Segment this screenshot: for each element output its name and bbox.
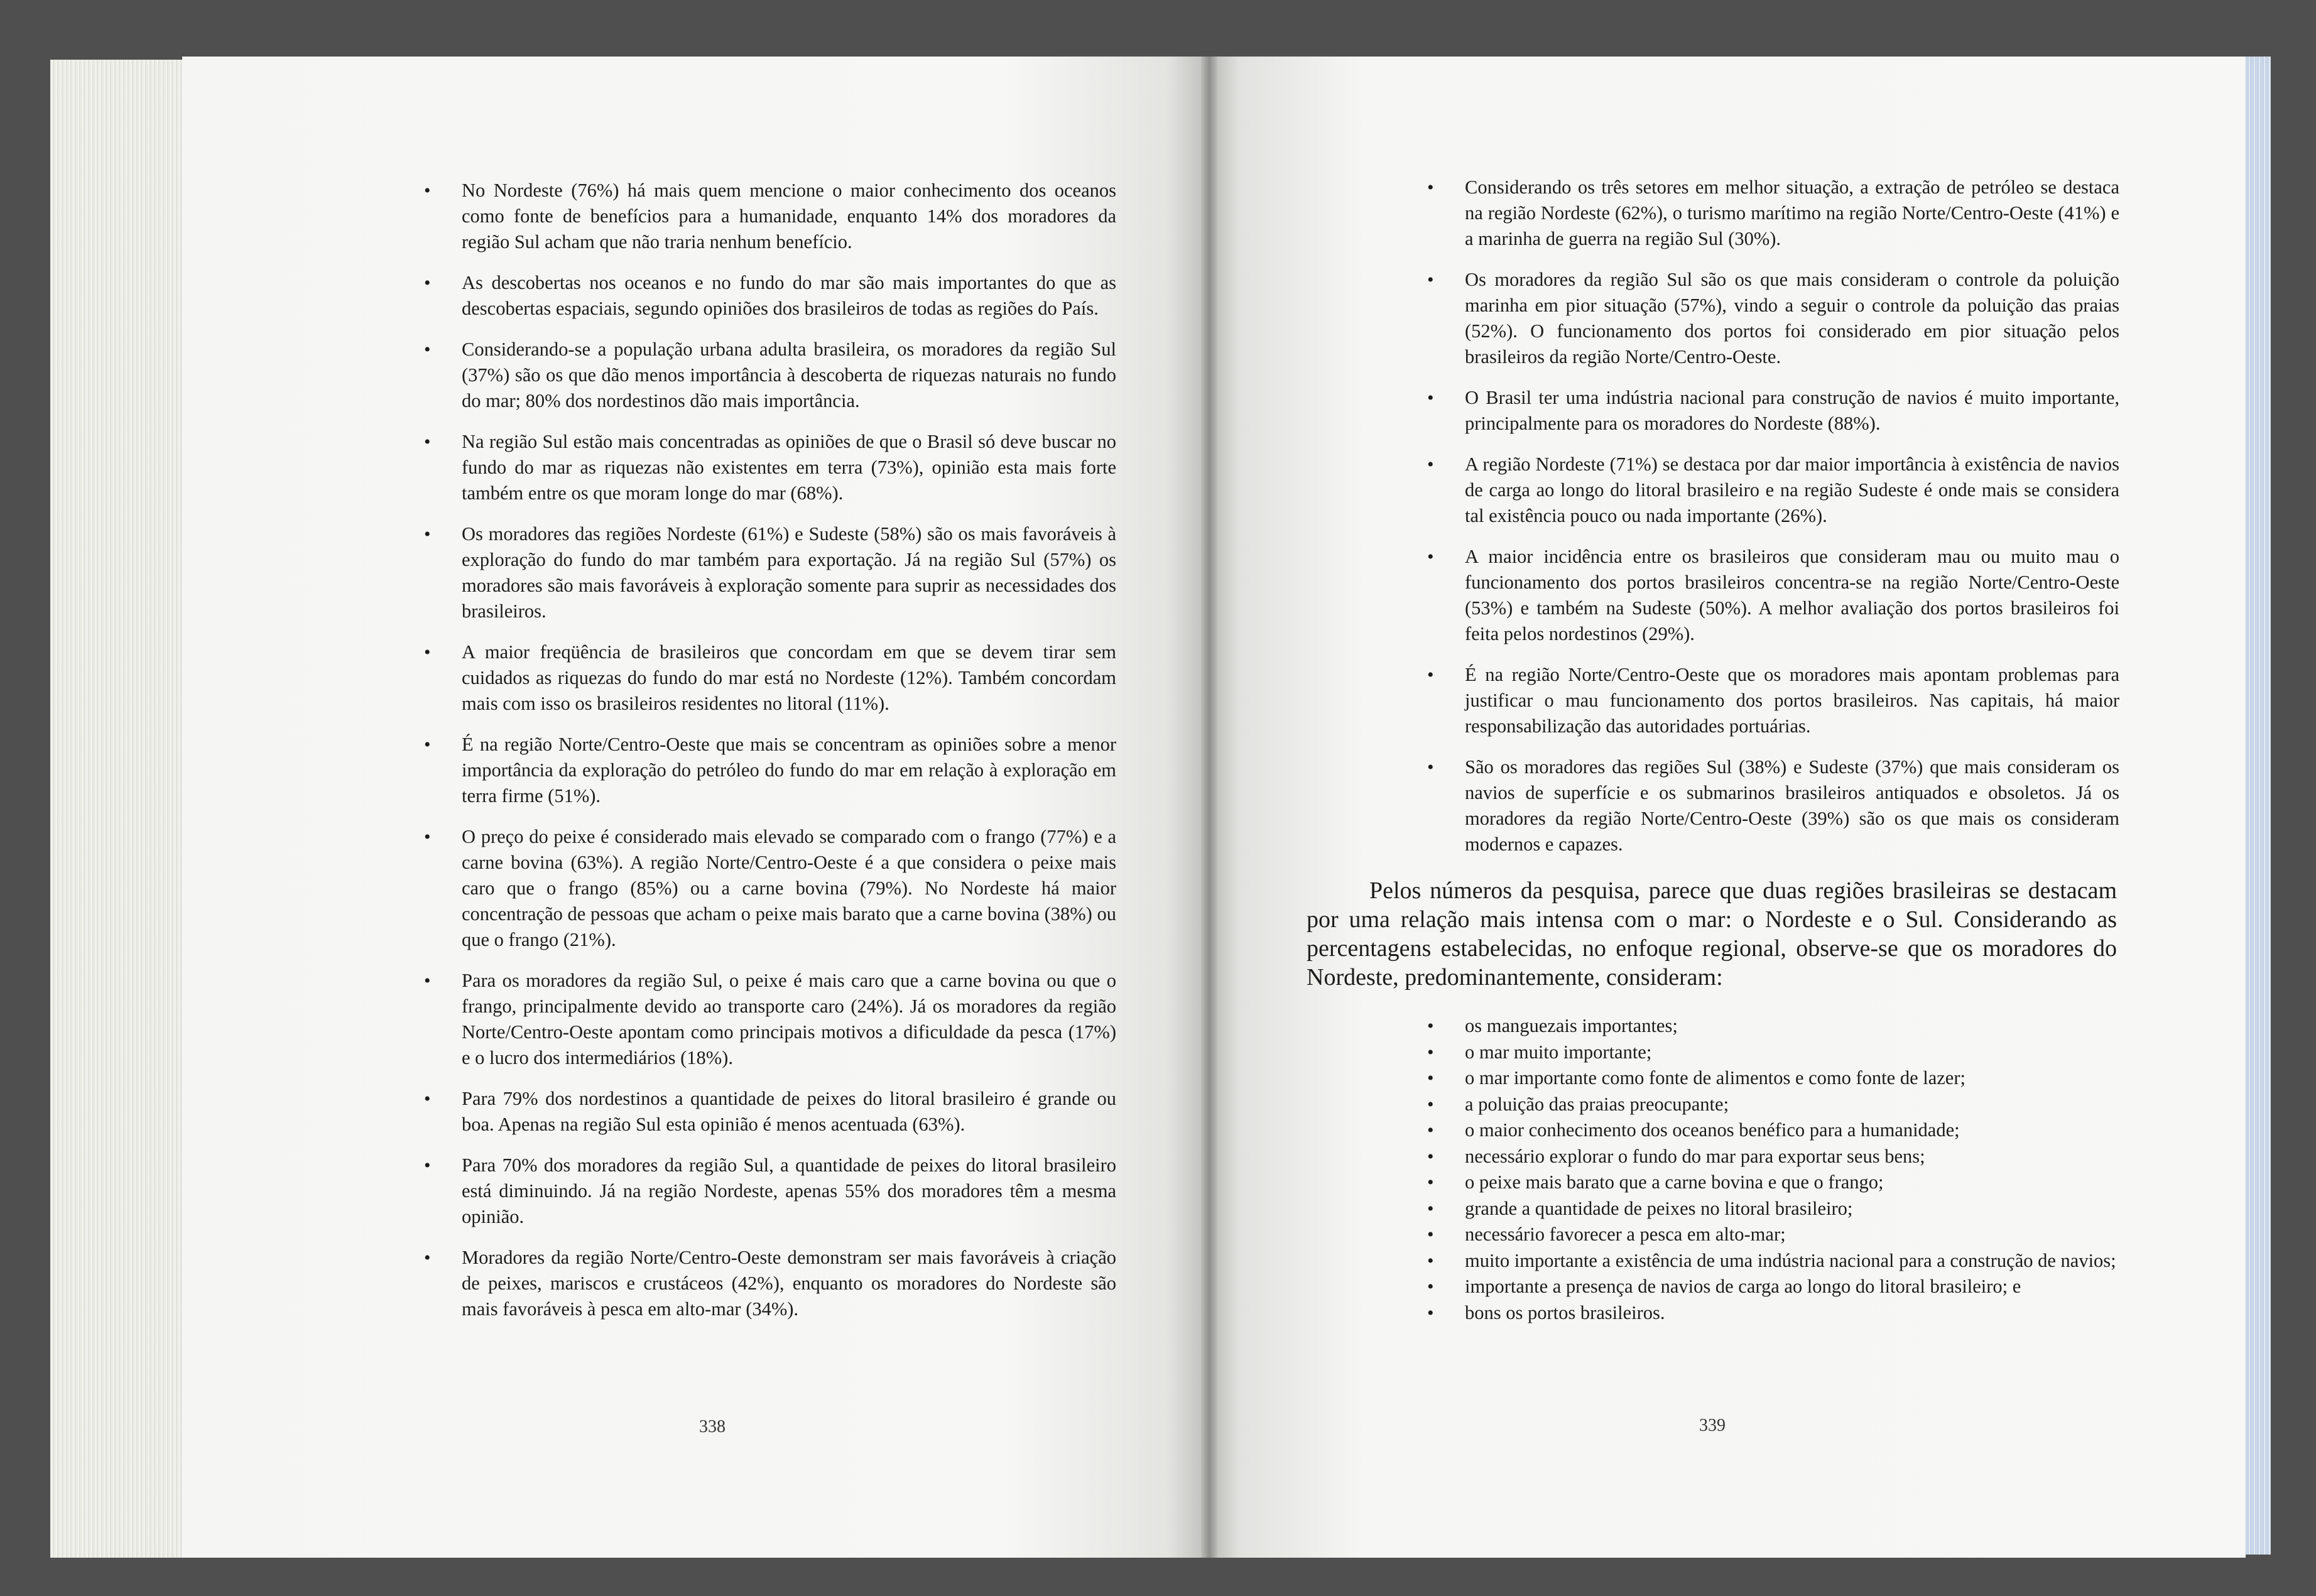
list-item: • No Nordeste (76%) há mais quem mencione o maior conhecimento dos oceanos como fonte de benefícios para a humanidade, enquanto 14% dos moradores da região Sul acham que não traria nenhum benefício. xyxy=(462,178,1116,255)
book-gutter xyxy=(1201,57,1217,1558)
list-item: • Considerando os três setores em melhor situação, a extração de petróleo se destaca na região Nordeste (62%), o turismo marítimo na região Norte/Centro-Oeste (41%) e a marinha de guerra na região Sul (30%). xyxy=(1465,175,2119,252)
bullet-icon: • xyxy=(424,970,431,991)
list-item: • São os moradores das regiões Sul (38%) e Sudeste (37%) que mais consideram os navios de superfície e os submarinos brasileiros antiquados e obsoletos. Já os moradores da região Norte/Centro-Oeste (39%) são os que mais os consideram modernos e capazes. xyxy=(1465,754,2119,857)
bullet-icon: • xyxy=(1427,1041,1434,1063)
bullet-icon: • xyxy=(1427,546,1434,567)
list-item: • Na região Sul estão mais concentradas as opiniões de que o Brasil só deve buscar no fundo do mar as riquezas não existentes em terra (73%), opinião esta mais forte também entre os que moram longe do mar (68%). xyxy=(462,429,1116,506)
list-item: • o peixe mais barato que a carne bovina e que o frango; xyxy=(1465,1170,2124,1196)
bullet-icon: • xyxy=(1427,1250,1434,1271)
list-item: • bons os portos brasileiros. xyxy=(1465,1300,2124,1327)
bullet-icon: • xyxy=(1427,665,1434,685)
bullet-icon: • xyxy=(424,524,431,545)
list-item: • Considerando-se a população urbana adulta brasileira, os moradores da região Sul (37%) são os que dão menos importância à descoberta de riquezas naturais no fundo do mar; 80% dos nordestinos dão mais importância. xyxy=(462,337,1116,414)
bullet-icon: • xyxy=(1427,1016,1434,1036)
bullet-icon: • xyxy=(1427,1198,1434,1219)
page-stack-left xyxy=(50,60,195,1558)
list-item: • necessário favorecer a pesca em alto-mar; xyxy=(1465,1222,2124,1248)
bullet-icon: • xyxy=(424,734,431,755)
list-item: • necessário explorar o fundo do mar para exportar seus bens; xyxy=(1465,1144,2124,1170)
list-item: • As descobertas nos oceanos e no fundo do mar são mais importantes do que as descobertas espaciais, segundo opiniões dos brasileiros de todas as regiões do País. xyxy=(462,270,1116,322)
bullet-icon: • xyxy=(1427,757,1434,778)
bullet-icon: • xyxy=(424,273,431,293)
page-number-left: 338 xyxy=(699,1417,726,1436)
list-item: • o mar muito importante; xyxy=(1465,1040,2124,1066)
bullet-icon: • xyxy=(1427,1302,1434,1323)
list-item: • os manguezais importantes; xyxy=(1465,1013,2124,1040)
list-item: • Para 79% dos nordestinos a quantidade de peixes do litoral brasileiro é grande ou boa. Apenas na região Sul esta opinião é menos acentuada (63%). xyxy=(462,1086,1116,1137)
right-page-bullet-list xyxy=(1427,175,2119,872)
list-item: • O preço do peixe é considerado mais elevado se comparado com o frango (77%) e a carne bovina (63%). A região Norte/Centro-Oeste é a que considera o peixe mais caro que o frango (85%) ou a carne bovina (79%). No Nordeste há maior concentração de pessoas que acham o peixe mais barato que a carne bovina (38%) ou que o frango (21%). xyxy=(462,824,1116,953)
left-page-bullet-list xyxy=(424,178,1116,1337)
bullet-icon: • xyxy=(1427,177,1434,198)
list-item: • É na região Norte/Centro-Oeste que os moradores mais apontam problemas para justificar o mau funcionamento dos portos brasileiros. Nas capitais, há maior responsabilização das autoridades portuárias. xyxy=(1465,662,2119,739)
bullet-icon: • xyxy=(1427,454,1434,475)
bullet-icon: • xyxy=(1427,1146,1434,1167)
bullet-icon: • xyxy=(424,827,431,847)
list-item: • a poluição das praias preocupante; xyxy=(1465,1092,2124,1118)
list-item: • A maior freqüência de brasileiros que concordam em que se devem tirar sem cuidados as riquezas do fundo do mar está no Nordeste (12%). Também concordam mais com isso os brasileiros residentes no litoral (11%). xyxy=(462,639,1116,717)
list-item: • Os moradores das regiões Nordeste (61%) e Sudeste (58%) são os mais favoráveis à exploração do fundo do mar também para exportação. Já na região Sul (57%) os moradores são mais favoráveis à exploração somente para suprir as necessidades dos brasileiros. xyxy=(462,521,1116,624)
list-item: • Para os moradores da região Sul, o peixe é mais caro que a carne bovina ou que o frango, principalmente devido ao transporte caro (24%). Já os moradores da região Norte/Centro-Oeste apontam como principais motivos a dificuldade da pesca (17%) e o lucro dos intermediários (18%). xyxy=(462,968,1116,1071)
bullet-icon: • xyxy=(1427,388,1434,408)
bullet-icon: • xyxy=(424,1155,431,1176)
list-item: • O Brasil ter uma indústria nacional para construção de navios é muito importante, principalmente para os moradores do Nordeste (88%). xyxy=(1465,385,2119,437)
summary-paragraph: Pelos números da pesquisa, parece que duas regiões brasileiras se destacam por uma relação mais intensa com o mar: o Nordeste e o Sul. Considerando as percentagens estabelecidas, no enfoque regional, observe-se que os moradores do Nordeste, predominantemente, consideram: xyxy=(1307,877,2117,991)
bullet-icon: • xyxy=(424,339,431,360)
bullet-icon: • xyxy=(424,432,431,452)
list-item: • Para 70% dos moradores da região Sul, a quantidade de peixes do litoral brasileiro está diminuindo. Já na região Nordeste, apenas 55% dos moradores têm a mesma opinião. xyxy=(462,1153,1116,1230)
nordeste-considerations-list xyxy=(1427,1013,2124,1326)
bullet-icon: • xyxy=(424,1088,431,1109)
list-item: • É na região Norte/Centro-Oeste que mais se concentram as opiniões sobre a menor importância da exploração do petróleo do fundo do mar em relação à exploração em terra firme (51%). xyxy=(462,732,1116,809)
list-item: • Moradores da região Norte/Centro-Oeste demonstram ser mais favoráveis à criação de peixes, mariscos e crustáceos (42%), enquanto os moradores do Nordeste são mais favoráveis à pesca em alto-mar (34%). xyxy=(462,1245,1116,1322)
bullet-icon: • xyxy=(1427,269,1434,290)
list-item: • A maior incidência entre os brasileiros que consideram mau ou muito mau o funcionamento dos portos brasileiros concentra-se na região Norte/Centro-Oeste (53%) e também na Sudeste (50%). A melhor avaliação dos portos brasileiros foi feita pelos nordestinos (29%). xyxy=(1465,544,2119,647)
bullet-icon: • xyxy=(1427,1276,1434,1297)
list-item: • A região Nordeste (71%) se destaca por dar maior importância à existência de navios de carga ao longo do litoral brasileiro e na região Sudeste é onde mais se considera tal existência pouco ou nada importante (26%). xyxy=(1465,452,2119,529)
bullet-icon: • xyxy=(1427,1172,1434,1193)
list-item: • Os moradores da região Sul são os que mais consideram o controle da poluição marinha em pior situação (57%), vindo a seguir o controle da poluição das praias (52%). O funcionamento dos portos foi considerado em pior situação pelos brasileiros da região Norte/Centro-Oeste. xyxy=(1465,267,2119,370)
list-item: • grande a quantidade de peixes no litoral brasileiro; xyxy=(1465,1196,2124,1222)
bullet-icon: • xyxy=(424,1247,431,1268)
bullet-icon: • xyxy=(1427,1094,1434,1115)
bullet-icon: • xyxy=(1427,1120,1434,1141)
bullet-icon: • xyxy=(1427,1068,1434,1088)
list-item: • o mar importante como fonte de alimentos e como fonte de lazer; xyxy=(1465,1065,2124,1092)
bullet-icon: • xyxy=(1427,1224,1434,1245)
bullet-icon: • xyxy=(424,180,431,201)
bullet-icon: • xyxy=(424,642,431,663)
list-item: • importante a presença de navios de carga ao longo do litoral brasileiro; e xyxy=(1465,1274,2124,1300)
list-item: • o maior conhecimento dos oceanos benéfico para a humanidade; xyxy=(1465,1117,2124,1144)
list-item: • muito importante a existência de uma indústria nacional para a construção de navios; xyxy=(1465,1248,2124,1274)
page-number-right: 339 xyxy=(1699,1416,1726,1435)
